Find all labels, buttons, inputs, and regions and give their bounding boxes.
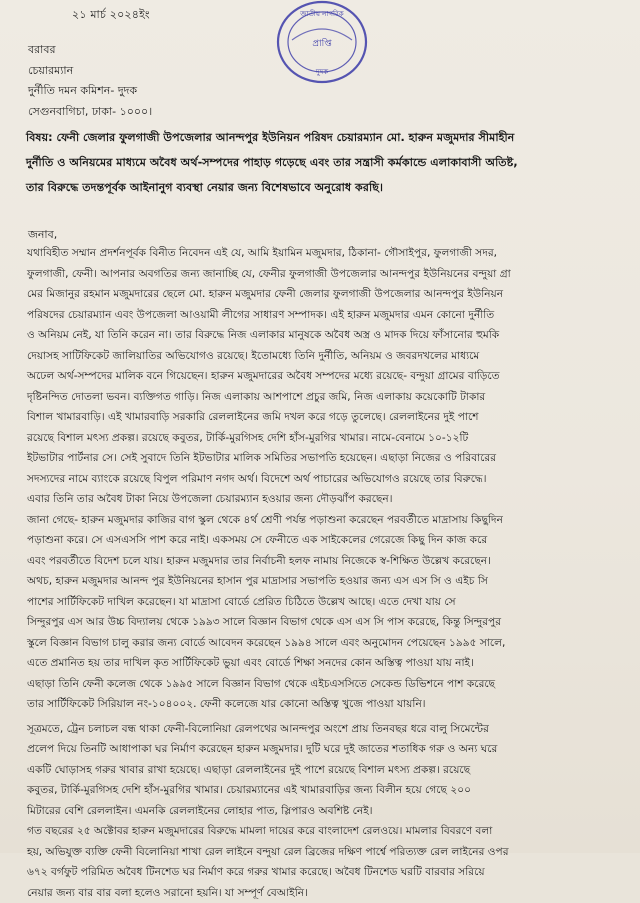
body-line: ও অনিয়ম নেই, যা তিনি করেন না। তার বিরুদ্ধে নিজ এলাকার মানুষকে অবৈধ অস্ত্র ও মাদক দিয়ে ফাঁসানোর হুমকি [27,325,623,346]
body-line: সিন্দুরপুর এস আর উচ্চ বিদ্যালয় থেকে ১৯৯৩ সালে বিজ্ঞান বিভাগ থেকে এস এস সি পাস করেছে, কিন্তু সিন্দুরপুর [27,612,623,633]
body-line: সূত্রমতে, ট্রেন চলাচল বন্ধ থাকা ফেনী-বিলোনিয়া রেলপথের আনন্দপুর অংশে প্রায় তিনবছর ধরে বালু সিমেন্টের [27,719,623,740]
body-line: রয়েছে বিশাল মৎস্য প্রকল্প। রয়েছে কবুতর, টার্কি-মুরগিসহ দেশি হাঁস-মুরগির খামার। নামে-বেনামে ১০-১২টি [27,428,623,449]
body-line: অঢেল অর্থ-সম্পদের মালিক বনে গিয়েছেন। হারুন মজুমদারের অবৈধ সম্পদের মধ্যে রয়েছে- বন্দুয়া গ্রামের বাড়িতে [27,366,623,387]
body-line: মের মিজানুর রহমান মজুমদারের ছেলে মো. হারুন মজুমদার ফেনী জেলার ফুলগাজী উপজেলার আনন্দপুর ইউনিয়ন [27,284,623,305]
recipient-line: দুর্নীতি দমন কমিশন- দুদক [28,81,152,102]
body-line: এবার তিনি তার অবৈধ টাকা নিয়ে উপজেলা চেয়ারম্যান হওয়ার জন্য দৌড়ঝাঁপ করছেন। [27,489,623,510]
body-line: কবুতর, টার্কি-মুরগিসহ দেশি হাঁস-মুরগির খামার। চেয়ারম্যানের এই খামারবাড়ির জন্য বিলীন হয়ে গেছে ২০০ [27,780,623,801]
seal-side-text: দুদক [315,68,328,76]
salutation: জনাব, [28,226,57,245]
body-line: অথচ, হারুন মজুমদার আনন্দ পুর ইউনিয়নের হাসান পুর মাদ্রাসার সভাপতি হওয়ার জন্য এস এস সি ও এইচ সি [27,571,623,592]
body-line: স্কুলে বিজ্ঞান বিভাগ চালু করার জন্য বোর্ডে আবেদন করেছেন ১৯৯৪ সালে এবং অনুমোদন পেয়েছেন ১৯৯৫ সালে, [27,633,623,654]
body-line: জানা গেছে- হারুন মজুমদার কাজির বাগ স্কুল থেকে ৪র্থ শ্রেণী পর্যন্ত পড়াশুনা করেছেন পরবর্তীতে মাদ্রাসায় কিছুদিন [27,510,623,531]
body-line: তার সার্টিফিকেট সিরিয়াল নং-১০৪০০২. ফেনী কলেজে যার কোনো অস্তিত্ব খুজে পাওয়া যায়নি। [27,694,623,715]
body-line: ইটভাটার পার্টনার সে। সেই সুবাদে তিনি ইটভাটার মালিক সমিতির সভাপতি হয়েছেন। এছাড়া নিজের ও পরিবারের [27,448,623,469]
body-line: যথাবিহীত সম্মান প্রদর্শনপূর্বক বিনীত নিবেদন এই যে, আমি ইয়ামিন মজুমদার, ঠিকানা- গৌসাইপুর, ফুলগাজী সদর, [27,243,623,264]
received-stamp [262,0,382,90]
body-line: নেয়ার জন্য বার বার বলা হলেও সরানো হয়নি। যা সম্পূর্ণ বেআইনি। [27,883,623,903]
subject-line: বিষয়: ফেনী জেলার ফুলগাজী উপজেলার আনন্দপুর ইউনিয়ন পরিষদ চেয়ারম্যান মো. হারুন মজুমদার সীমাহীন [26,125,618,150]
body-line: একটি ঘোড়াসহ গরুর খাবার রাখা হয়েছে। এছাড়া রেললাইনের দুই পাশে রয়েছে বিশাল মৎস্য প্রকল্প। রয়েছে [27,760,623,781]
body-line: পড়াশুনা করে। সে এসএসসি পাশ করে নাই। একসময় সে ফেনীতে এক সাইকেলের গেরেজে কিছু দিন কাজ করে [27,530,623,551]
body-line: এবং পরবর্তীতে বিদেশ চলে যায়। হারুন মজুমদার তার নির্বাচনী হলফ নামায় নিজেকে স্ব-শিক্ষিত উল্লেখ করেছেন। [27,551,623,572]
body-line: মিটারের বেশি রেললাইন। এমনকি রেললাইনের লোহার পাত, স্লিপারও অবশিষ্ট নেই। [27,801,623,822]
body-line: বিশাল খামারবাড়ি। এই খামারবাড়ি সরকারি রেললাইনের জমি দখল করে গড়ে তুলেছে। রেললাইনের দুই পাশে [27,407,623,428]
body-line: ৬৭২ বর্গফুট পরিমিত অবৈধ টিনশেড ঘর নির্মাণ করে গরুর খামার করেছে। অবৈধ টিনশেড ঘরটি বারবার সরিয়ে [27,862,623,883]
body-line: পরিষদের চেয়ারম্যান এবং উপজেলা আওয়ামী লীগের সাধারণ সম্পাদক। এই হারুন মজুমদার এমন কোনো দুর্নীতি [27,305,623,326]
body-line: সদস্যদের নামে ব্যাংকে রয়েছে বিপুল পরিমাণ নগদ অর্থ। বিদেশে অর্থ পাচারের অভিযোগও রয়েছে তার বিরুদ্ধে। [27,469,623,490]
seal-top-text: জাতীয় নাগরিক [299,9,344,18]
letter-subject [26,125,618,200]
recipient-address [28,40,152,122]
letter-date: ২১ মার্চ ২০২৪ইং [72,6,150,25]
body-line: হয়, অভিযুক্ত ব্যক্তি ফেনী বিলোনিয়া শাখা রেল লাইনে বন্দুয়া রেল ব্রিজের দক্ষিণ পার্শ্বে পরিত্যক্ত রেল লাইনের ওপর [27,842,623,863]
body-line: পাশের সার্টিফিকেট দাখিল করেছেন। যা মাদ্রাসা বোর্ডে প্রেরিত চিঠিতে উল্লেখ আছে। এতে দেখা যায় সে [27,592,623,613]
subject-line: তার বিরুদ্ধে তদন্তপূর্বক আইনানুগ ব্যবস্থা নেয়ার জন্য বিশেষভাবে অনুরোধ করছি। [26,175,618,200]
subject-line: দুর্নীতি ও অনিয়মের মাধ্যমে অবৈধ অর্থ-সম্পদের পাহাড় গড়েছে এবং তার সন্ত্রাসী কর্মকান্ডে এলাকাবাসী অতিষ্ট, [26,150,618,175]
body-line: প্রলেপ দিয়ে তিনটি আধাপাকা ঘর নির্মাণ করেছেন হারুন মজুমদার। দুটি ঘরে দুই জাতের শতাধিক গরু ও অন্য ঘরে [27,739,623,760]
recipient-line: সেগুনবাগিচা, ঢাকা- ১০০০। [28,102,152,123]
letter-body [27,243,623,903]
recipient-line: চেয়ারম্যান [28,61,152,82]
seal-center-text: প্রাপ্তি [312,38,332,49]
body-line: গত বছরের ২৫ অক্টোবর হারুন মজুমদারের বিরুদ্ধে মামলা দায়ের করে বাংলাদেশ রেলওয়ে। মামলার বিবরণে বলা [27,821,623,842]
recipient-line: বরাবর [28,40,152,61]
body-line: দেয়াসহ সাটিফিকেট জালিয়াতির অভিযোগও রয়েছে। ইতোমধ্যে তিনি দুর্নীতি, অনিয়ম ও জবরদখলের মাধ্যমে [27,346,623,367]
body-line: ফুলগাজী, ফেনী। আপনার অবগতির জন্য জানাচ্ছি যে, ফেনীর ফুলগাজী উপজেলার আনন্দপুর ইউনিয়নের বন্দুয়া গ্রা [27,264,623,285]
body-line: এতে প্রমানিত হয় তার দাখিল কৃত সার্টিফিকেট ভুয়া এবং বোর্ডে শিক্ষা সনদের কোন অস্তিত্ব পাওয়া যায় নাই। [27,653,623,674]
body-line: দৃষ্টিনন্দিত দোতলা ভবন। ব্যক্তিগত গাড়ি। নিজ এলাকায় আশপাশে প্রচুর জমি, নিজ এলাকায় কয়েকোটি টাকার [27,387,623,408]
body-line: এছাড়া তিনি ফেনী কলেজ থেকে ১৯৯৫ সালে বিজ্ঞান বিভাগ থেকে এইচএসসিতে সেকেন্ড ডিভিশনে পাশ করেছে [27,674,623,695]
